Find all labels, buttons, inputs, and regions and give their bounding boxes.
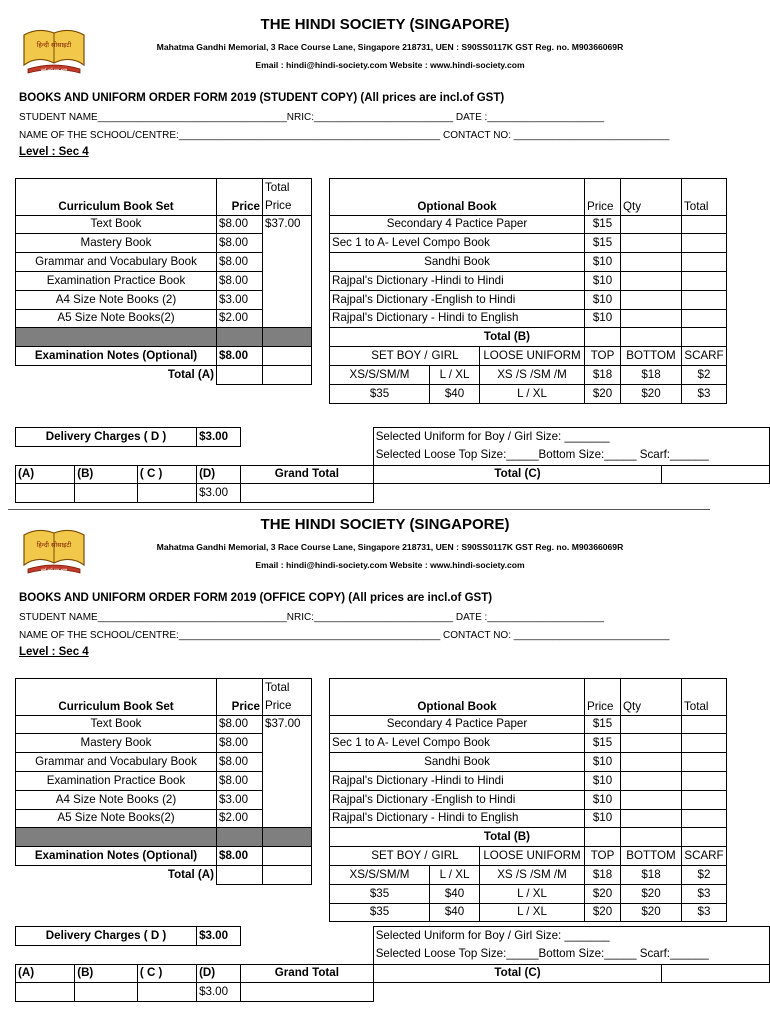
book-row	[16, 790, 727, 809]
qty-cell[interactable]	[621, 234, 682, 253]
uniform-price-row	[16, 903, 727, 922]
optional-book-price: $15	[585, 234, 621, 253]
header-total-line1: Total	[263, 179, 312, 197]
optional-total-cell[interactable]	[682, 771, 727, 790]
header-curriculum-set: Curriculum Book Set	[16, 179, 217, 216]
book-name: A5 Size Note Books(2)	[16, 809, 217, 828]
org-address: Mahatma Gandhi Memorial, 3 Race Course Lane, Singapore 218731, UEN : S90SS0117K GST Reg. no. M90366069R	[156, 542, 624, 552]
book-name: Text Book	[16, 215, 217, 234]
book-row	[16, 271, 727, 290]
summary-a-label: (A)	[16, 465, 75, 484]
svg-text:हिन्दी सोसाइटी: हिन्दी सोसाइटी	[36, 541, 72, 549]
uniform-girl-price: $40	[430, 384, 480, 403]
delivery-table	[15, 427, 770, 503]
header-price: Price	[217, 179, 263, 216]
optional-total-cell[interactable]	[682, 253, 727, 272]
uniform-selection-line2[interactable]: Selected Loose Top Size:_____Bottom Size:_____ Scarf:______	[373, 945, 769, 964]
optional-total-cell[interactable]	[682, 215, 727, 234]
book-price: $8.00	[217, 215, 263, 234]
header-optional-price: Price	[585, 679, 621, 716]
uniform-price-row	[16, 884, 727, 903]
order-form-section	[0, 500, 770, 1000]
uniform-bottom-price: $18	[621, 365, 682, 384]
book-price: $8.00	[217, 771, 263, 790]
set-total-price: $37.00	[263, 215, 312, 328]
qty-cell[interactable]	[621, 290, 682, 309]
form-title: BOOKS AND UNIFORM ORDER FORM 2019 (OFFICE COPY) (All prices are incl.of GST)	[19, 592, 493, 604]
optional-book-price: $10	[585, 790, 621, 809]
optional-total-cell[interactable]	[682, 271, 727, 290]
optional-book-price: $15	[585, 215, 621, 234]
book-name: Mastery Book	[16, 734, 217, 753]
header-price: Price	[217, 679, 263, 716]
uniform-bottom-price: $18	[621, 865, 682, 884]
optional-total-cell[interactable]	[682, 715, 727, 734]
section-separator	[8, 509, 710, 510]
uniform-set-price: $35	[330, 884, 430, 903]
delivery-price: $3.00	[197, 428, 241, 447]
summary-c-cell[interactable]	[137, 983, 196, 1002]
book-price: $3.00	[217, 790, 263, 809]
summary-c-label: ( C )	[137, 465, 196, 484]
book-name: A5 Size Note Books(2)	[16, 309, 217, 328]
uniform-scarf: SCARF	[682, 347, 727, 366]
book-row	[16, 234, 727, 253]
total-b-cell[interactable]	[585, 328, 621, 347]
uniform-scarf-price: $3	[682, 884, 727, 903]
total-a-cell[interactable]	[217, 365, 263, 384]
qty-cell[interactable]	[621, 271, 682, 290]
book-name: Mastery Book	[16, 234, 217, 253]
grey-bar	[217, 828, 263, 847]
qty-cell[interactable]	[621, 715, 682, 734]
qty-cell[interactable]	[621, 790, 682, 809]
header-total-line2: Price	[263, 697, 312, 715]
student-name-field[interactable]: STUDENT NAME__________________________________NRIC:_________________________ DATE :_____________________	[19, 112, 605, 123]
total-a-value[interactable]	[263, 865, 312, 884]
delivery-label: Delivery Charges ( D )	[16, 927, 197, 946]
header-total: Total	[682, 679, 727, 716]
summary-d-label: (D)	[197, 964, 241, 983]
optional-book-name: Rajpal's Dictionary - Hindi to English	[330, 809, 585, 828]
total-a-value[interactable]	[263, 365, 312, 384]
summary-b-label: (B)	[75, 964, 138, 983]
total-c-cell[interactable]	[662, 964, 770, 983]
exam-notes-label: Examination Notes (Optional)	[16, 347, 217, 366]
hindi-society-logo	[18, 525, 90, 575]
total-c-cell[interactable]	[662, 465, 770, 484]
optional-total-cell[interactable]	[682, 753, 727, 772]
org-title: THE HINDI SOCIETY (SINGAPORE)	[260, 516, 510, 533]
grey-bar	[263, 328, 312, 347]
header-qty: Qty	[621, 179, 682, 216]
header-optional-book: Optional Book	[330, 179, 585, 216]
optional-book-name: Secondary 4 Pactice Paper	[330, 215, 585, 234]
book-row	[16, 771, 727, 790]
org-title: THE HINDI SOCIETY (SINGAPORE)	[260, 16, 510, 33]
uniform-set-boy: SET BOY /	[330, 347, 430, 366]
book-price: $8.00	[217, 253, 263, 272]
total-b-value[interactable]	[682, 828, 727, 847]
optional-book-price: $10	[585, 271, 621, 290]
org-contact: Email : hindi@hindi-society.com Website : www.hindi-society.com	[255, 560, 525, 570]
uniform-girl: GIRL	[430, 347, 480, 366]
exam-notes-price: $8.00	[217, 847, 263, 866]
summary-d-value: $3.00	[197, 983, 241, 1002]
book-price: $8.00	[217, 271, 263, 290]
uniform-price-row	[16, 365, 727, 384]
form-title: BOOKS AND UNIFORM ORDER FORM 2019 (STUDENT COPY) (All prices are incl.of GST)	[19, 92, 505, 104]
school-field[interactable]: NAME OF THE SCHOOL/CENTRE:_______________________________________________ CONTACT NO: ____________________________	[19, 630, 670, 641]
uniform-set-price: $35	[330, 903, 430, 922]
book-name: A4 Size Note Books (2)	[16, 290, 217, 309]
grey-bar	[217, 328, 263, 347]
optional-book-name: Rajpal's Dictionary - Hindi to English	[330, 309, 585, 328]
header-curriculum-set: Curriculum Book Set	[16, 679, 217, 716]
uniform-loose-size: L / XL	[480, 903, 585, 922]
uniform-selection-line2[interactable]: Selected Loose Top Size:_____Bottom Size:_____ Scarf:______	[373, 446, 769, 465]
optional-book-price: $10	[585, 771, 621, 790]
book-name: Text Book	[16, 715, 217, 734]
optional-book-name: Sandhi Book	[330, 253, 585, 272]
total-a-label: Total (A)	[16, 365, 217, 384]
total-b-value[interactable]	[682, 328, 727, 347]
uniform-set-price: XS/S/SM/M	[330, 865, 430, 884]
book-row	[16, 809, 727, 828]
total-a-label: Total (A)	[16, 865, 217, 884]
uniform-bottom: BOTTOM	[621, 347, 682, 366]
total-a-cell[interactable]	[217, 865, 263, 884]
optional-total-cell[interactable]	[682, 790, 727, 809]
order-form-section	[0, 0, 770, 500]
uniform-scarf-price: $2	[682, 365, 727, 384]
optional-book-price: $10	[585, 253, 621, 272]
book-price: $8.00	[217, 753, 263, 772]
uniform-top-price: $18	[585, 865, 621, 884]
uniform-bottom: BOTTOM	[621, 847, 682, 866]
uniform-loose: LOOSE UNIFORM	[480, 347, 585, 366]
total-b-qty[interactable]	[621, 828, 682, 847]
optional-book-name: Rajpal's Dictionary -English to Hindi	[330, 290, 585, 309]
uniform-top-price: $20	[585, 384, 621, 403]
uniform-loose-size: L / XL	[480, 884, 585, 903]
uniform-bottom-price: $20	[621, 903, 682, 922]
uniform-set-price: $35	[330, 384, 430, 403]
school-field[interactable]: NAME OF THE SCHOOL/CENTRE:_______________________________________________ CONTACT NO: ____________________________	[19, 130, 670, 141]
book-name: Examination Practice Book	[16, 771, 217, 790]
book-price: $2.00	[217, 809, 263, 828]
hindi-society-logo	[18, 25, 90, 75]
exam-notes-label: Examination Notes (Optional)	[16, 847, 217, 866]
summary-a-cell[interactable]	[16, 983, 75, 1002]
optional-book-price: $10	[585, 290, 621, 309]
book-row	[16, 715, 727, 734]
uniform-loose: LOOSE UNIFORM	[480, 847, 585, 866]
grey-bar	[16, 328, 217, 347]
book-row	[16, 215, 727, 234]
optional-book-name: Sec 1 to A- Level Compo Book	[330, 234, 585, 253]
uniform-loose-size: L / XL	[480, 384, 585, 403]
grey-bar	[263, 828, 312, 847]
book-price: $8.00	[217, 234, 263, 253]
exam-notes-price: $8.00	[217, 347, 263, 366]
total-b-label: Total (B)	[330, 828, 585, 847]
summary-d-label: (D)	[197, 465, 241, 484]
optional-book-name: Rajpal's Dictionary -English to Hindi	[330, 790, 585, 809]
delivery-price: $3.00	[197, 927, 241, 946]
qty-cell[interactable]	[621, 753, 682, 772]
book-row	[16, 309, 727, 328]
book-name: Grammar and Vocabulary Book	[16, 253, 217, 272]
optional-book-price: $15	[585, 715, 621, 734]
uniform-set-price: XS/S/SM/M	[330, 365, 430, 384]
uniform-top-price: $20	[585, 903, 621, 922]
summary-c-label: ( C )	[137, 964, 196, 983]
uniform-set-boy: SET BOY /	[330, 847, 430, 866]
header-optional-book: Optional Book	[330, 679, 585, 716]
uniform-loose-size: XS /S /SM /M	[480, 865, 585, 884]
exam-notes-total[interactable]	[263, 847, 312, 866]
optional-book-name: Sec 1 to A- Level Compo Book	[330, 734, 585, 753]
optional-total-cell[interactable]	[682, 809, 727, 828]
optional-total-cell[interactable]	[682, 234, 727, 253]
student-name-field[interactable]: STUDENT NAME__________________________________NRIC:_________________________ DATE :_____________________	[19, 612, 605, 623]
book-price: $2.00	[217, 309, 263, 328]
uniform-scarf-price: $3	[682, 384, 727, 403]
org-contact: Email : hindi@hindi-society.com Website : www.hindi-society.com	[255, 60, 525, 70]
qty-cell[interactable]	[621, 215, 682, 234]
uniform-loose-size: XS /S /SM /M	[480, 365, 585, 384]
total-b-label: Total (B)	[330, 328, 585, 347]
book-row	[16, 253, 727, 272]
book-row	[16, 734, 727, 753]
svg-text:सर्व धर्म सम भाव: सर्व धर्म सम भाव	[41, 67, 67, 73]
uniform-girl-price: $40	[430, 884, 480, 903]
optional-book-name: Sandhi Book	[330, 753, 585, 772]
uniform-top-price: $18	[585, 365, 621, 384]
header-total: Total	[682, 179, 727, 216]
header-total-line1: Total	[263, 679, 312, 697]
books-table	[15, 178, 727, 404]
uniform-scarf: SCARF	[682, 847, 727, 866]
set-total-price: $37.00	[263, 715, 312, 828]
qty-cell[interactable]	[621, 809, 682, 828]
uniform-price-row	[16, 865, 727, 884]
optional-book-price: $10	[585, 309, 621, 328]
summary-b-cell[interactable]	[75, 983, 138, 1002]
qty-cell[interactable]	[621, 734, 682, 753]
book-name: Examination Practice Book	[16, 271, 217, 290]
delivery-label: Delivery Charges ( D )	[16, 428, 197, 447]
total-c-label: Total (C)	[373, 964, 662, 983]
uniform-scarf-price: $2	[682, 865, 727, 884]
svg-text:सर्व धर्म सम भाव: सर्व धर्म सम भाव	[41, 567, 67, 573]
book-name: Grammar and Vocabulary Book	[16, 753, 217, 772]
optional-total-cell[interactable]	[682, 309, 727, 328]
qty-cell[interactable]	[621, 309, 682, 328]
grand-total-label: Grand Total	[241, 964, 374, 983]
optional-book-price: $15	[585, 734, 621, 753]
grand-total-cell[interactable]	[241, 983, 374, 1002]
uniform-selection-line1[interactable]: Selected Uniform for Boy / Girl Size: _______	[373, 428, 769, 447]
svg-text:हिन्दी सोसाइटी: हिन्दी सोसाइटी	[36, 41, 72, 49]
delivery-table	[15, 926, 770, 1002]
book-row	[16, 290, 727, 309]
exam-notes-total[interactable]	[263, 347, 312, 366]
optional-book-price: $10	[585, 809, 621, 828]
book-row	[16, 753, 727, 772]
uniform-scarf-price: $3	[682, 903, 727, 922]
summary-d-value: $3.00	[197, 484, 241, 503]
summary-b-label: (B)	[75, 465, 138, 484]
uniform-bottom-price: $20	[621, 884, 682, 903]
optional-book-price: $10	[585, 753, 621, 772]
uniform-top: TOP	[585, 347, 621, 366]
uniform-top: TOP	[585, 847, 621, 866]
book-name: A4 Size Note Books (2)	[16, 790, 217, 809]
header-total-line2: Price	[263, 197, 312, 215]
optional-book-name: Secondary 4 Pactice Paper	[330, 715, 585, 734]
header-optional-price: Price	[585, 179, 621, 216]
uniform-girl-price: $40	[430, 903, 480, 922]
uniform-girl: GIRL	[430, 847, 480, 866]
org-address: Mahatma Gandhi Memorial, 3 Race Course Lane, Singapore 218731, UEN : S90SS0117K GST Reg. no. M90366069R	[156, 42, 624, 52]
qty-cell[interactable]	[621, 253, 682, 272]
grand-total-label: Grand Total	[241, 465, 374, 484]
total-c-label: Total (C)	[373, 465, 662, 484]
total-b-qty[interactable]	[621, 328, 682, 347]
uniform-girl-price: L / XL	[430, 865, 480, 884]
qty-cell[interactable]	[621, 771, 682, 790]
uniform-selection-line1[interactable]: Selected Uniform for Boy / Girl Size: _______	[373, 927, 769, 946]
grey-bar	[16, 828, 217, 847]
summary-a-label: (A)	[16, 964, 75, 983]
books-table	[15, 678, 727, 922]
book-price: $3.00	[217, 290, 263, 309]
uniform-top-price: $20	[585, 884, 621, 903]
optional-total-cell[interactable]	[682, 734, 727, 753]
total-b-cell[interactable]	[585, 828, 621, 847]
optional-book-name: Rajpal's Dictionary -Hindi to Hindi	[330, 771, 585, 790]
header-qty: Qty	[621, 679, 682, 716]
uniform-bottom-price: $20	[621, 384, 682, 403]
book-price: $8.00	[217, 734, 263, 753]
uniform-price-row	[16, 384, 727, 403]
uniform-girl-price: L / XL	[430, 365, 480, 384]
level-label: Level : Sec 4	[19, 146, 89, 158]
level-label: Level : Sec 4	[19, 646, 89, 658]
book-price: $8.00	[217, 715, 263, 734]
optional-book-name: Rajpal's Dictionary -Hindi to Hindi	[330, 271, 585, 290]
optional-total-cell[interactable]	[682, 290, 727, 309]
